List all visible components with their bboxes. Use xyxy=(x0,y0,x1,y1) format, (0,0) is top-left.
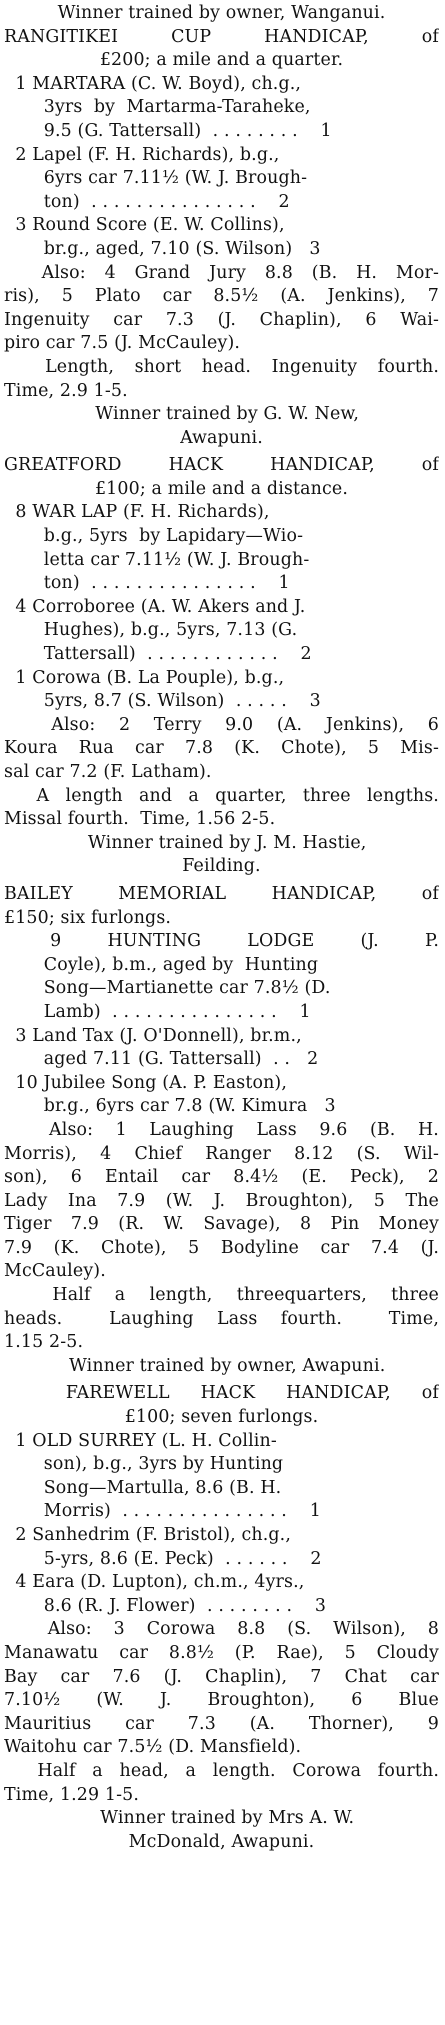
text-line: £150; six furlongs. xyxy=(4,907,172,928)
text-line: 3 Round Score (E. W. Collins), xyxy=(4,215,285,236)
centered-text-line: McDonald, Awapuni. xyxy=(128,1831,315,1852)
text-line: Tiger 7.9 (R. W. Savage), 8 Pin Money xyxy=(4,1214,439,1235)
text-line: 1 MARTARA (C. W. Boyd), ch.g., xyxy=(4,73,302,94)
text-line: Also: 2 Terry 9.0 (A. Jenkins), 6 xyxy=(4,714,439,735)
text-line: Ingenuity car 7.3 (J. Chaplin), 6 Wai- xyxy=(4,309,439,330)
centered-text-line: Winner trained by owner, Wanganui. xyxy=(57,3,386,23)
text-line: 9.5 (G. Tattersall) . . . . . . . . 1 xyxy=(4,120,332,141)
centered-text-line: £100; seven furlongs. xyxy=(124,1407,319,1428)
text-line: br.g., aged, 7.10 (S. Wilson) 3 xyxy=(4,238,321,259)
text-line: Hughes), b.g., 5yrs, 7.13 (G. xyxy=(4,620,298,641)
text-line: 1 Corowa (B. La Pouple), b.g., xyxy=(4,667,285,688)
text-line: Time, 1.29 1-5. xyxy=(4,1784,140,1805)
text-line: 8.6 (R. J. Flower) . . . . . . . . 3 xyxy=(4,1595,327,1616)
text-line: heads. Laughing Lass fourth. Time, xyxy=(4,1308,439,1329)
centered-text-line: Winner trained by J. M. Hastie, xyxy=(76,832,367,853)
text-line: Also: 3 Corowa 8.8 (S. Wilson), 8 xyxy=(4,1619,439,1640)
text-line: 1 OLD SURREY (L. H. Collin- xyxy=(4,1430,277,1451)
text-line: 2 Lapel (F. H. Richards), b.g., xyxy=(4,144,280,165)
text-line: Manawatu car 8.8½ (P. Rae), 5 Cloudy xyxy=(4,1642,439,1663)
text-line: Bay car 7.6 (J. Chaplin), 7 Chat car xyxy=(4,1666,439,1687)
text-line: 4 Corroboree (A. W. Akers and J. xyxy=(4,596,306,617)
text-line: ton) . . . . . . . . . . . . . . . 1 xyxy=(4,573,290,594)
text-line: piro car 7.5 (J. McCauley). xyxy=(4,333,241,354)
text-line: letta car 7.11½ (W. J. Brough- xyxy=(4,549,310,570)
text-line: A length and a quarter, three lengths. xyxy=(4,785,439,806)
centered-text-line: Awapuni. xyxy=(180,427,263,448)
text-line: RANGITIKEI CUP HANDICAP, of xyxy=(4,26,439,47)
text-line: Koura Rua car 7.8 (K. Chote), 5 Mis- xyxy=(4,738,439,759)
centered-text-line: Feilding. xyxy=(182,856,261,877)
text-line: Song—Martulla, 8.6 (B. H. xyxy=(4,1477,282,1498)
text-line: son), 6 Entail car 8.4½ (E. Peck), 2 xyxy=(4,1167,439,1188)
text-line: 2 Sanhedrim (F. Bristol), ch.g., xyxy=(4,1525,292,1545)
text-line: 3 Land Tax (J. O'Donnell), br.m., xyxy=(4,1025,302,1046)
text-line: Morris), 4 Chief Ranger 8.12 (S. Wil- xyxy=(4,1143,439,1164)
text-line: son), b.g., 3yrs by Hunting xyxy=(4,1454,284,1475)
text-line: Also: 1 Laughing Lass 9.6 (B. H. xyxy=(4,1119,439,1140)
text-line: 1.15 2-5. xyxy=(4,1332,84,1353)
text-line: Morris) . . . . . . . . . . . . . . . 1 xyxy=(4,1501,321,1522)
text-line: 7.10½ (W. J. Broughton), 6 Blue xyxy=(4,1690,439,1711)
centered-text-line: Winner trained by G. W. New, xyxy=(83,404,360,425)
text-line: BAILEY MEMORIAL HANDICAP, of xyxy=(4,883,439,904)
text-line: 10 Jubilee Song (A. P. Easton), xyxy=(4,1072,288,1093)
text-line: 9 HUNTING LODGE (J. P. xyxy=(4,931,439,952)
text-line: Waitohu car 7.5½ (D. Mansfield). xyxy=(4,1737,302,1758)
text-line: Time, 2.9 1-5. xyxy=(4,380,128,401)
text-line: Lady Ina 7.9 (W. J. Broughton), 5 The xyxy=(4,1190,439,1211)
text-line: sal car 7.2 (F. Latham). xyxy=(4,762,212,782)
text-line: ris), 5 Plato car 8.5½ (A. Jenkins), 7 xyxy=(4,286,439,307)
text-line: 7.9 (K. Chote), 5 Bodyline car 7.4 (J. xyxy=(4,1237,439,1258)
text-line: Half a head, a length. Corowa fourth. xyxy=(4,1760,439,1781)
text-line: FAREWELL HACK HANDICAP, of xyxy=(4,1383,439,1404)
text-line: Song—Martianette car 7.8½ (D. xyxy=(4,978,331,999)
centered-text-line: £100; a mile and a distance. xyxy=(94,478,349,499)
text-line: Missal fourth. Time, 1.56 2-5. xyxy=(4,809,276,830)
text-line: 5-yrs, 8.6 (E. Peck) . . . . . . 2 xyxy=(4,1548,322,1569)
text-line: GREATFORD HACK HANDICAP, of xyxy=(4,455,439,476)
text-line: Coyle), b.m., aged by Hunting xyxy=(4,954,319,975)
text-line: b.g., 5yrs by Lapidary—Wio- xyxy=(4,526,304,547)
text-line: 4 Eara (D. Lupton), ch.m., 4yrs., xyxy=(4,1572,305,1593)
centered-text-line: Winner trained by Mrs A. W. xyxy=(88,1808,355,1829)
text-line: ton) . . . . . . . . . . . . . . . 2 xyxy=(4,191,290,212)
centered-text-line: Winner trained by owner, Awapuni. xyxy=(57,1355,386,1376)
text-line: McCauley). xyxy=(4,1261,106,1282)
text-line: 6yrs car 7.11½ (W. J. Brough- xyxy=(4,168,308,189)
centered-text-line: £200; a mile and a quarter. xyxy=(99,50,344,71)
text-line: br.g., 6yrs car 7.8 (W. Kimura 3 xyxy=(4,1096,336,1117)
text-line: 8 WAR LAP (F. H. Richards), xyxy=(4,502,270,523)
text-line: 3yrs by Martarma-Taraheke, xyxy=(4,97,311,118)
text-line: Also: 4 Grand Jury 8.8 (B. H. Mor- xyxy=(4,262,439,283)
text-line: Tattersall) . . . . . . . . . . . . 2 xyxy=(4,644,312,665)
text-line: 5yrs, 8.7 (S. Wilson) . . . . . 3 xyxy=(4,691,321,712)
text-line: aged 7.11 (G. Tattersall) . . 2 xyxy=(4,1049,319,1070)
text-line: Lamb) . . . . . . . . . . . . . . . 1 xyxy=(4,1001,311,1022)
text-line: Half a length, threequarters, three xyxy=(4,1285,439,1306)
text-line: Length, short head. Ingenuity fourth. xyxy=(4,356,439,377)
text-line: Mauritius car 7.3 (A. Thorner), 9 xyxy=(4,1713,439,1734)
